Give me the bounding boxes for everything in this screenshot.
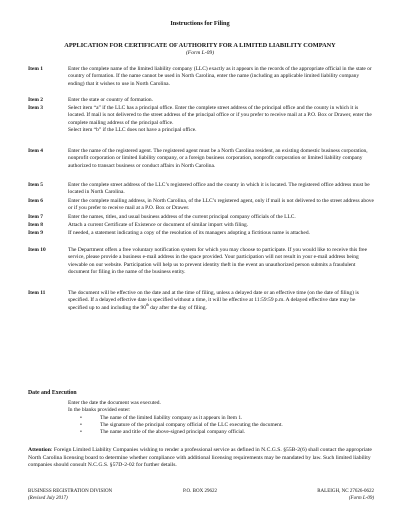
form-id: (Form L-09) [185,50,215,56]
item-3b-text: Select item “b” if the LLC does not have a principal office. [68,126,197,133]
form-heading: APPLICATION FOR CERTIFICATE OF AUTHORITY FOR A LIMITED LIABILITY COMPANY [64,42,336,49]
bullet-icon: • [80,414,82,421]
item-text: Enter the names, titles, and usual business address of the current principal company officials of the LLC. [68,214,296,220]
item-11-text-end: day after the day of filing. [148,304,207,311]
item-6 [28,198,378,213]
item-text: Enter the complete mailing address, in North Carolina, of the LLC’s registered agent, only if mail is not delivered to the street address above or if you prefer to receive mail at a P.O. Box or Drawer. [68,198,374,212]
footer-po-box: P.O. BOX 29622 [183,489,217,494]
list-item-text: The name of the limited liability company as it appears in Item 1. [100,414,243,421]
item-3a-text: Select item “a” if the LLC has a principal office. Enter the complete street address of the principal office and the county in which it is located. If mail is not delivered to the street address of the principal office or if you prefer to receive mail at a P.O. Box or Drawer, enter the complete mailing address of the principal office. [68,105,372,126]
list-item-text: The name and title of the above-signed principal company official. [100,429,246,435]
item-text [68,290,374,312]
item-text: If needed, a statement indicating a copy of the resolution of its managers adopting a fictitious name is attached. [68,230,310,236]
attention-text: : Foreign Limited Liability Companies wishing to render a professional service as defined in N.C.G.S. §55B-2(6) shall contact the appropriate North Carolina licensing board to determine whether compliance with additional licensing requirements may be mandated by law. Such limited liability companies should consult N.C.G.S. §57D-2-02 for further details. [28,447,372,469]
item-label: Item 4 [28,148,43,154]
date-execution-line1: Enter the date the document was executed. [68,400,161,406]
item-text: Enter the name of the registered agent. The registered agent must be a North Carolina resident, an existing domestic business corporation, nonprofit corporation or limited liability company, or a foreign business corporation, nonprofit corporation or limited liability company authorized to transact business or conduct affairs in North Carolina. [68,148,368,169]
item-5 [28,182,378,197]
item-label: Item 8 [28,222,43,228]
footer-division: BUSINESS REGISTRATION DIVISION [28,489,113,494]
item-7 [28,214,378,221]
page-title: Instructions for Filing [170,20,230,27]
item-label: Item 2 [28,97,43,103]
item-text: Attach a current Certificate of Existence or document of similar import with filing. [68,222,249,228]
item-10 [28,247,378,276]
item-label: Item 9 [28,230,43,236]
bullet-icon: • [80,429,82,435]
item-9 [28,230,378,237]
attention-label: Attention [28,447,51,453]
attention-note [28,447,374,470]
list-item [68,422,368,429]
item-label: Item 7 [28,214,43,220]
item-8 [28,222,378,229]
item-11-text-start: The document will be effective on the date and at the time of filing, unless a delayed date or an effective time (on the date of filing) is specified. If a delayed effective date is specified without a time, it will be effective at 11:59:59 p.m. A delayed effective date may be specified up to and including the 90 [68,290,359,311]
item-4 [28,148,378,170]
item-label: Item 10 [28,247,46,253]
list-item [68,415,368,422]
bullet-icon: • [80,421,82,428]
item-text: Enter the complete street address of the LLC’s registered office and the county in which it is located. The registered office address must be located in North Carolina. [68,182,370,196]
item-text: The Department offers a free voluntary notification system for which you may choose to participate. If you would like to receive this free service, please provide a business e-mail address in the space provided. Your participation will not result in your e-mail address being viewable on our website. Participation will help us to prevent identity theft in the event an unauthorized person submits a fraudulent document for filing in the name of the business entity. [68,247,368,275]
list-item [68,429,368,436]
item-label: Item 6 [28,198,43,204]
item-text: Enter the complete name of the limited liability company (LLC) exactly as it appears in the records of the appropriate official in the state or country of formation. If the name cannot be used in North Carolina, enter the name (including an applicable limited liability company ending) that it wishes to use in North Carolina. [68,66,372,87]
item-text: Enter the state or country of formation. [68,97,154,103]
item-label: Item 5 [28,182,43,188]
item-label: Item 1 [28,66,43,72]
list-item-text: The signature of the principal company official of the LLC executing the document. [100,421,283,428]
item-1 [28,66,378,88]
date-execution-heading: Date and Execution [28,390,77,396]
date-execution-body [68,400,368,436]
item-3 [28,105,378,134]
footer-right [317,489,374,502]
blanks-list [68,415,368,437]
ordinal-suffix: th [145,302,149,307]
footer-revised: (Revised July 2017) [28,495,68,501]
item-label: Item 3 [28,105,43,111]
item-2 [28,97,378,104]
item-label: Item 11 [28,290,46,296]
footer-form-id: (Form L-09) [348,495,374,501]
item-11 [28,290,378,312]
date-execution-line2: In the blanks provided enter: [68,407,131,414]
footer-address: RALEIGH, NC 27626-0622 [317,489,374,494]
